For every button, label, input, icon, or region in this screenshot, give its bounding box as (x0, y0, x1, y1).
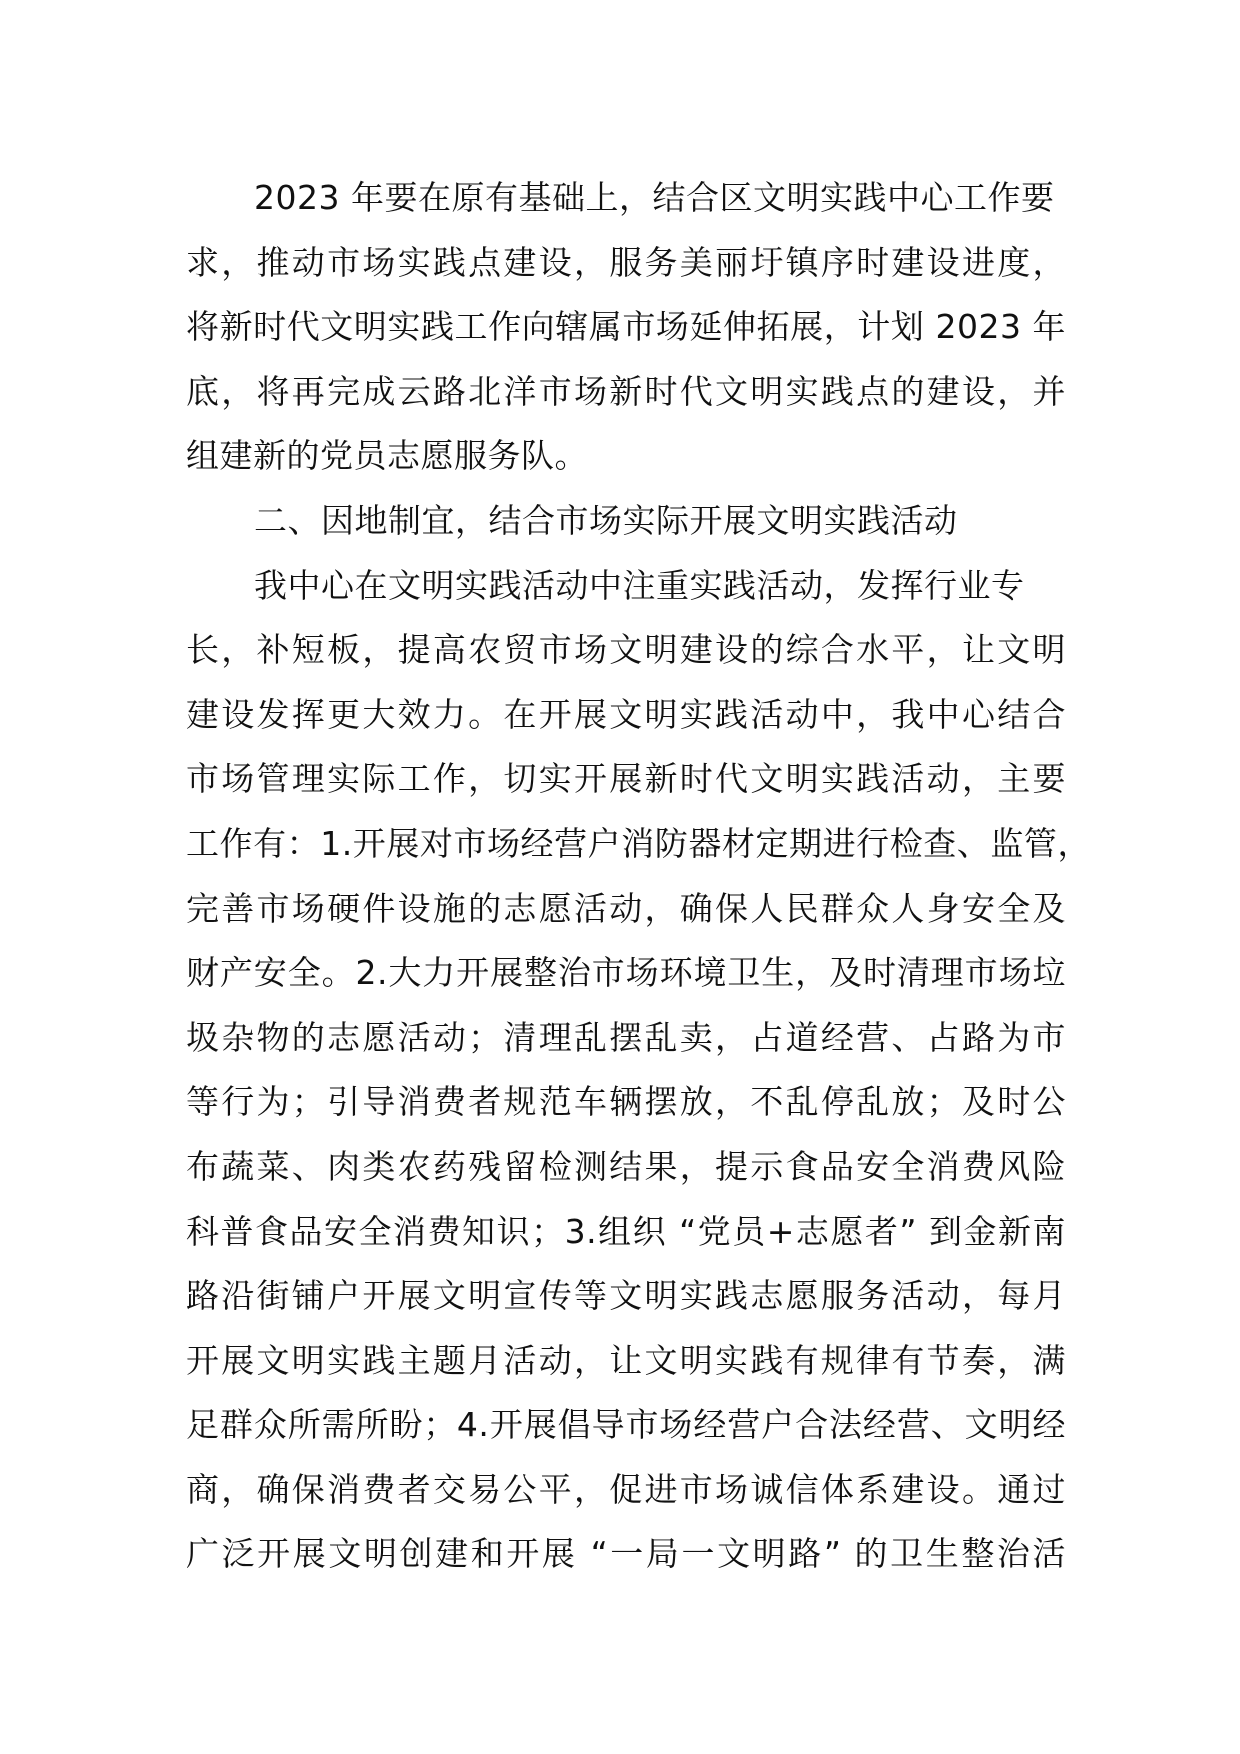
paragraph-2-line-9: 等行为；引导消费者规范车辆摆放，不乱停乱放；及时公 (186, 1082, 1066, 1122)
document-body (186, 166, 1091, 1587)
paragraph-1-line-3: 将新时代文明实践工作向辖属市场延伸拓展，计划 2023 年 (186, 307, 1066, 347)
paragraph-2-line-4: 市场管理实际工作，切实开展新时代文明实践活动，主要 (186, 759, 1066, 799)
paragraph-2-line-15: 商，确保消费者交易公平，促进市场诚信体系建设。通过 (186, 1469, 1066, 1509)
paragraph-1-line-5: 组建新的党员志愿服务队。 (186, 436, 588, 476)
paragraph-2-line-11: 科普食品安全消费知识；3.组织 “党员+志愿者” 到金新南 (186, 1211, 1066, 1251)
paragraph-2-line-16: 广泛开展文明创建和开展 “一局一文明路” 的卫生整治活 (186, 1534, 1066, 1574)
paragraph-1-line-1: 2023 年要在原有基础上，结合区文明实践中心工作要 (254, 178, 1055, 217)
paragraph-2-line-12: 路沿街铺户开展文明宣传等文明实践志愿服务活动，每月 (186, 1276, 1066, 1316)
paragraph-2-line-6: 完善市场硬件设施的志愿活动，确保人民群众人身安全及 (186, 888, 1066, 928)
paragraph-2-line-14: 足群众所需所盼；4.开展倡导市场经营户合法经营、文明经 (186, 1405, 1066, 1445)
paragraph-1-line-4: 底，将再完成云路北洋市场新时代文明实践点的建设，并 (186, 371, 1066, 411)
paragraph-2-line-13: 开展文明实践主题月活动，让文明实践有规律有节奏，满 (186, 1340, 1066, 1380)
paragraph-2-line-10: 布蔬菜、肉类农药残留检测结果，提示食品安全消费风险 (186, 1146, 1066, 1186)
paragraph-2-line-8: 圾杂物的志愿活动；清理乱摆乱卖，占道经营、占路为市 (186, 1017, 1066, 1057)
paragraph-2-line-3: 建设发挥更大效力。在开展文明实践活动中，我中心结合 (186, 694, 1066, 734)
paragraph-2-line-1: 我中心在文明实践活动中注重实践活动，发挥行业专 (254, 565, 1025, 605)
paragraph-2-line-5: 工作有：1.开展对市场经营户消防器材定期进行检查、监管， (186, 823, 1091, 863)
section-heading: 二、因地制宜，结合市场实际开展文明实践活动 (254, 500, 958, 540)
paragraph-1-line-2: 求，推动市场实践点建设，服务美丽圩镇序时建设进度， (186, 242, 1066, 282)
paragraph-2-line-2: 长，补短板，提高农贸市场文明建设的综合水平，让文明 (186, 630, 1066, 670)
paragraph-2-line-7: 财产安全。2.大力开展整治市场环境卫生，及时清理市场垃 (186, 953, 1066, 993)
